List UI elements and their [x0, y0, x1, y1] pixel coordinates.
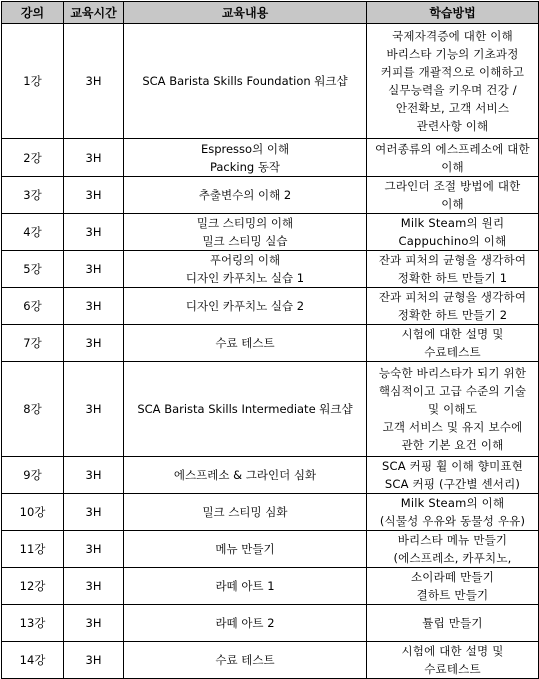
content-cell: [124, 568, 367, 605]
hours-cell: 3H: [64, 605, 124, 642]
method-line: 수료테스트: [424, 345, 481, 359]
content-cell: [124, 494, 367, 531]
method-line: 수료테스트: [424, 662, 481, 676]
method-line: 그라인더 조절 방법에 대한: [384, 179, 521, 193]
method-line: 튤립 만들기: [422, 616, 483, 630]
lecture-cell: 1강: [2, 24, 64, 139]
lecture-cell: 8강: [2, 362, 64, 457]
hours-cell: 3H: [64, 457, 124, 494]
hours-cell: 3H: [64, 494, 124, 531]
table-row: [2, 251, 539, 288]
content-line: SCA Barista Skills Intermediate 워크샵: [137, 402, 353, 416]
method-cell: [367, 494, 539, 531]
content-line: 밀크 스티밍 실습: [202, 234, 288, 248]
header-row: [2, 2, 539, 24]
method-cell: [367, 362, 539, 457]
method-line: 이해: [441, 159, 464, 174]
content-cell: [124, 251, 367, 288]
method-line: SCA 커핑 휠 이해 향미표현: [382, 459, 523, 473]
method-cell: [367, 325, 539, 362]
method-line: 관련사항 이해: [416, 119, 489, 133]
method-line: 시험에 대한 설명 및: [401, 644, 504, 658]
table-row: [2, 214, 539, 251]
content-line: 밀크 스티밍 심화: [202, 505, 288, 519]
method-line: 시험에 대한 설명 및: [401, 327, 504, 341]
lecture-cell: 4강: [2, 214, 64, 251]
method-line: 바리스타 메뉴 만들기: [397, 533, 508, 547]
method-line: (식물성 우유와 동물성 우유): [379, 514, 526, 528]
content-cell: [124, 642, 367, 679]
method-line: 핵심적이고 고급 수준의 기술: [378, 384, 527, 398]
method-cell: [367, 24, 539, 139]
content-cell: [124, 177, 367, 214]
method-line: 결하트 만들기: [416, 588, 489, 602]
content-line: 에스프레소 & 그라인더 심화: [173, 468, 317, 482]
table-row: [2, 362, 539, 457]
method-line: Milk Steam의 이해: [400, 496, 505, 510]
method-line: 이해: [441, 197, 464, 211]
hours-cell: 3H: [64, 251, 124, 288]
method-line: 정확한 하트 만들기 2: [397, 308, 508, 322]
table-row: [2, 177, 539, 214]
header-hours: 교육시간: [64, 2, 124, 24]
method-line: 소이라떼 만들기: [410, 570, 495, 584]
content-line: 수료 테스트: [215, 336, 275, 350]
curriculum-table: [1, 1, 539, 679]
lecture-cell: 11강: [2, 531, 64, 568]
method-line: 능숙한 바리스타가 되기 위한: [378, 366, 527, 380]
lecture-cell: 2강: [2, 139, 64, 177]
method-line: 관한 기본 요건 이해: [401, 438, 504, 452]
table-row: [2, 325, 539, 362]
content-cell: [124, 457, 367, 494]
content-line: 디자인 카푸치노 실습 2: [185, 299, 305, 313]
hours-cell: 3H: [64, 568, 124, 605]
content-cell: [124, 325, 367, 362]
method-line: 잔과 피처의 균형을 생각하여: [378, 253, 527, 267]
lecture-cell: 7강: [2, 325, 64, 362]
method-cell: [367, 642, 539, 679]
method-line: 여러종류의 에스프레소에 대한: [375, 141, 530, 156]
content-line: 추출변수의 이해 2: [198, 188, 292, 202]
hours-cell: 3H: [64, 24, 124, 139]
table-row: [2, 642, 539, 679]
method-cell: [367, 531, 539, 568]
method-cell: [367, 288, 539, 325]
content-line: 라떼 아트 1: [215, 579, 275, 593]
lecture-cell: 9강: [2, 457, 64, 494]
method-cell: [367, 457, 539, 494]
method-line: 고객 서비스 및 유지 보수에: [382, 420, 523, 434]
table-row: [2, 531, 539, 568]
method-line: 국제자격증에 대한 이해: [392, 29, 513, 43]
content-line: Packing 동작: [209, 159, 281, 174]
lecture-cell: 3강: [2, 177, 64, 214]
header-method: 학습방법: [367, 2, 539, 24]
content-line: SCA Barista Skills Foundation 워크샵: [142, 74, 348, 88]
table-row: [2, 24, 539, 139]
content-line: Espresso의 이해: [200, 141, 290, 156]
lecture-cell: 13강: [2, 605, 64, 642]
method-line: 바리스타 기능의 기초과정: [386, 47, 519, 61]
content-cell: [124, 288, 367, 325]
table-body: [2, 24, 539, 679]
hours-cell: 3H: [64, 288, 124, 325]
hours-cell: 3H: [64, 642, 124, 679]
method-line: 및 이해도: [427, 402, 478, 416]
lecture-cell: 5강: [2, 251, 64, 288]
content-cell: [124, 214, 367, 251]
table-row: [2, 494, 539, 531]
method-cell: [367, 568, 539, 605]
method-cell: [367, 214, 539, 251]
hours-cell: 3H: [64, 177, 124, 214]
method-line: Cappuchino의 이해: [398, 234, 507, 248]
hours-cell: 3H: [64, 531, 124, 568]
table-row: [2, 568, 539, 605]
header-content: 교육내용: [124, 2, 367, 24]
method-line: 커피를 개괄적으로 이해하고: [380, 65, 525, 79]
content-line: 밀크 스티밍의 이해: [196, 216, 294, 230]
lecture-cell: 10강: [2, 494, 64, 531]
method-line: (에스프레소, 카푸치노,: [393, 551, 512, 565]
lecture-cell: 6강: [2, 288, 64, 325]
method-line: 실무능력을 키우며 건강 /: [388, 83, 517, 97]
hours-cell: 3H: [64, 362, 124, 457]
content-cell: [124, 139, 367, 177]
method-cell: [367, 605, 539, 642]
table-row: [2, 457, 539, 494]
method-cell: [367, 251, 539, 288]
table-row: [2, 139, 539, 177]
method-line: 잔과 피처의 균형을 생각하여: [378, 290, 527, 304]
content-cell: [124, 531, 367, 568]
table-row: [2, 605, 539, 642]
hours-cell: 3H: [64, 214, 124, 251]
method-cell: [367, 139, 539, 177]
table-row: [2, 288, 539, 325]
hours-cell: 3H: [64, 139, 124, 177]
content-line: 푸어링의 이해: [209, 253, 281, 267]
method-cell: [367, 177, 539, 214]
method-line: Milk Steam의 원리: [400, 216, 505, 230]
header-lecture: 강의: [2, 2, 64, 24]
method-line: SCA 커핑 (구간별 센서리): [384, 477, 521, 491]
content-line: 디자인 카푸치노 실습 1: [185, 271, 305, 285]
method-line: 정확한 하트 만들기 1: [397, 271, 508, 285]
content-cell: [124, 24, 367, 139]
content-cell: [124, 362, 367, 457]
content-line: 라떼 아트 2: [215, 616, 275, 630]
method-line: 안전확보, 고객 서비스: [395, 101, 510, 115]
lecture-cell: 12강: [2, 568, 64, 605]
lecture-cell: 14강: [2, 642, 64, 679]
content-cell: [124, 605, 367, 642]
hours-cell: 3H: [64, 325, 124, 362]
content-line: 수료 테스트: [215, 653, 275, 667]
content-line: 메뉴 만들기: [215, 542, 275, 556]
